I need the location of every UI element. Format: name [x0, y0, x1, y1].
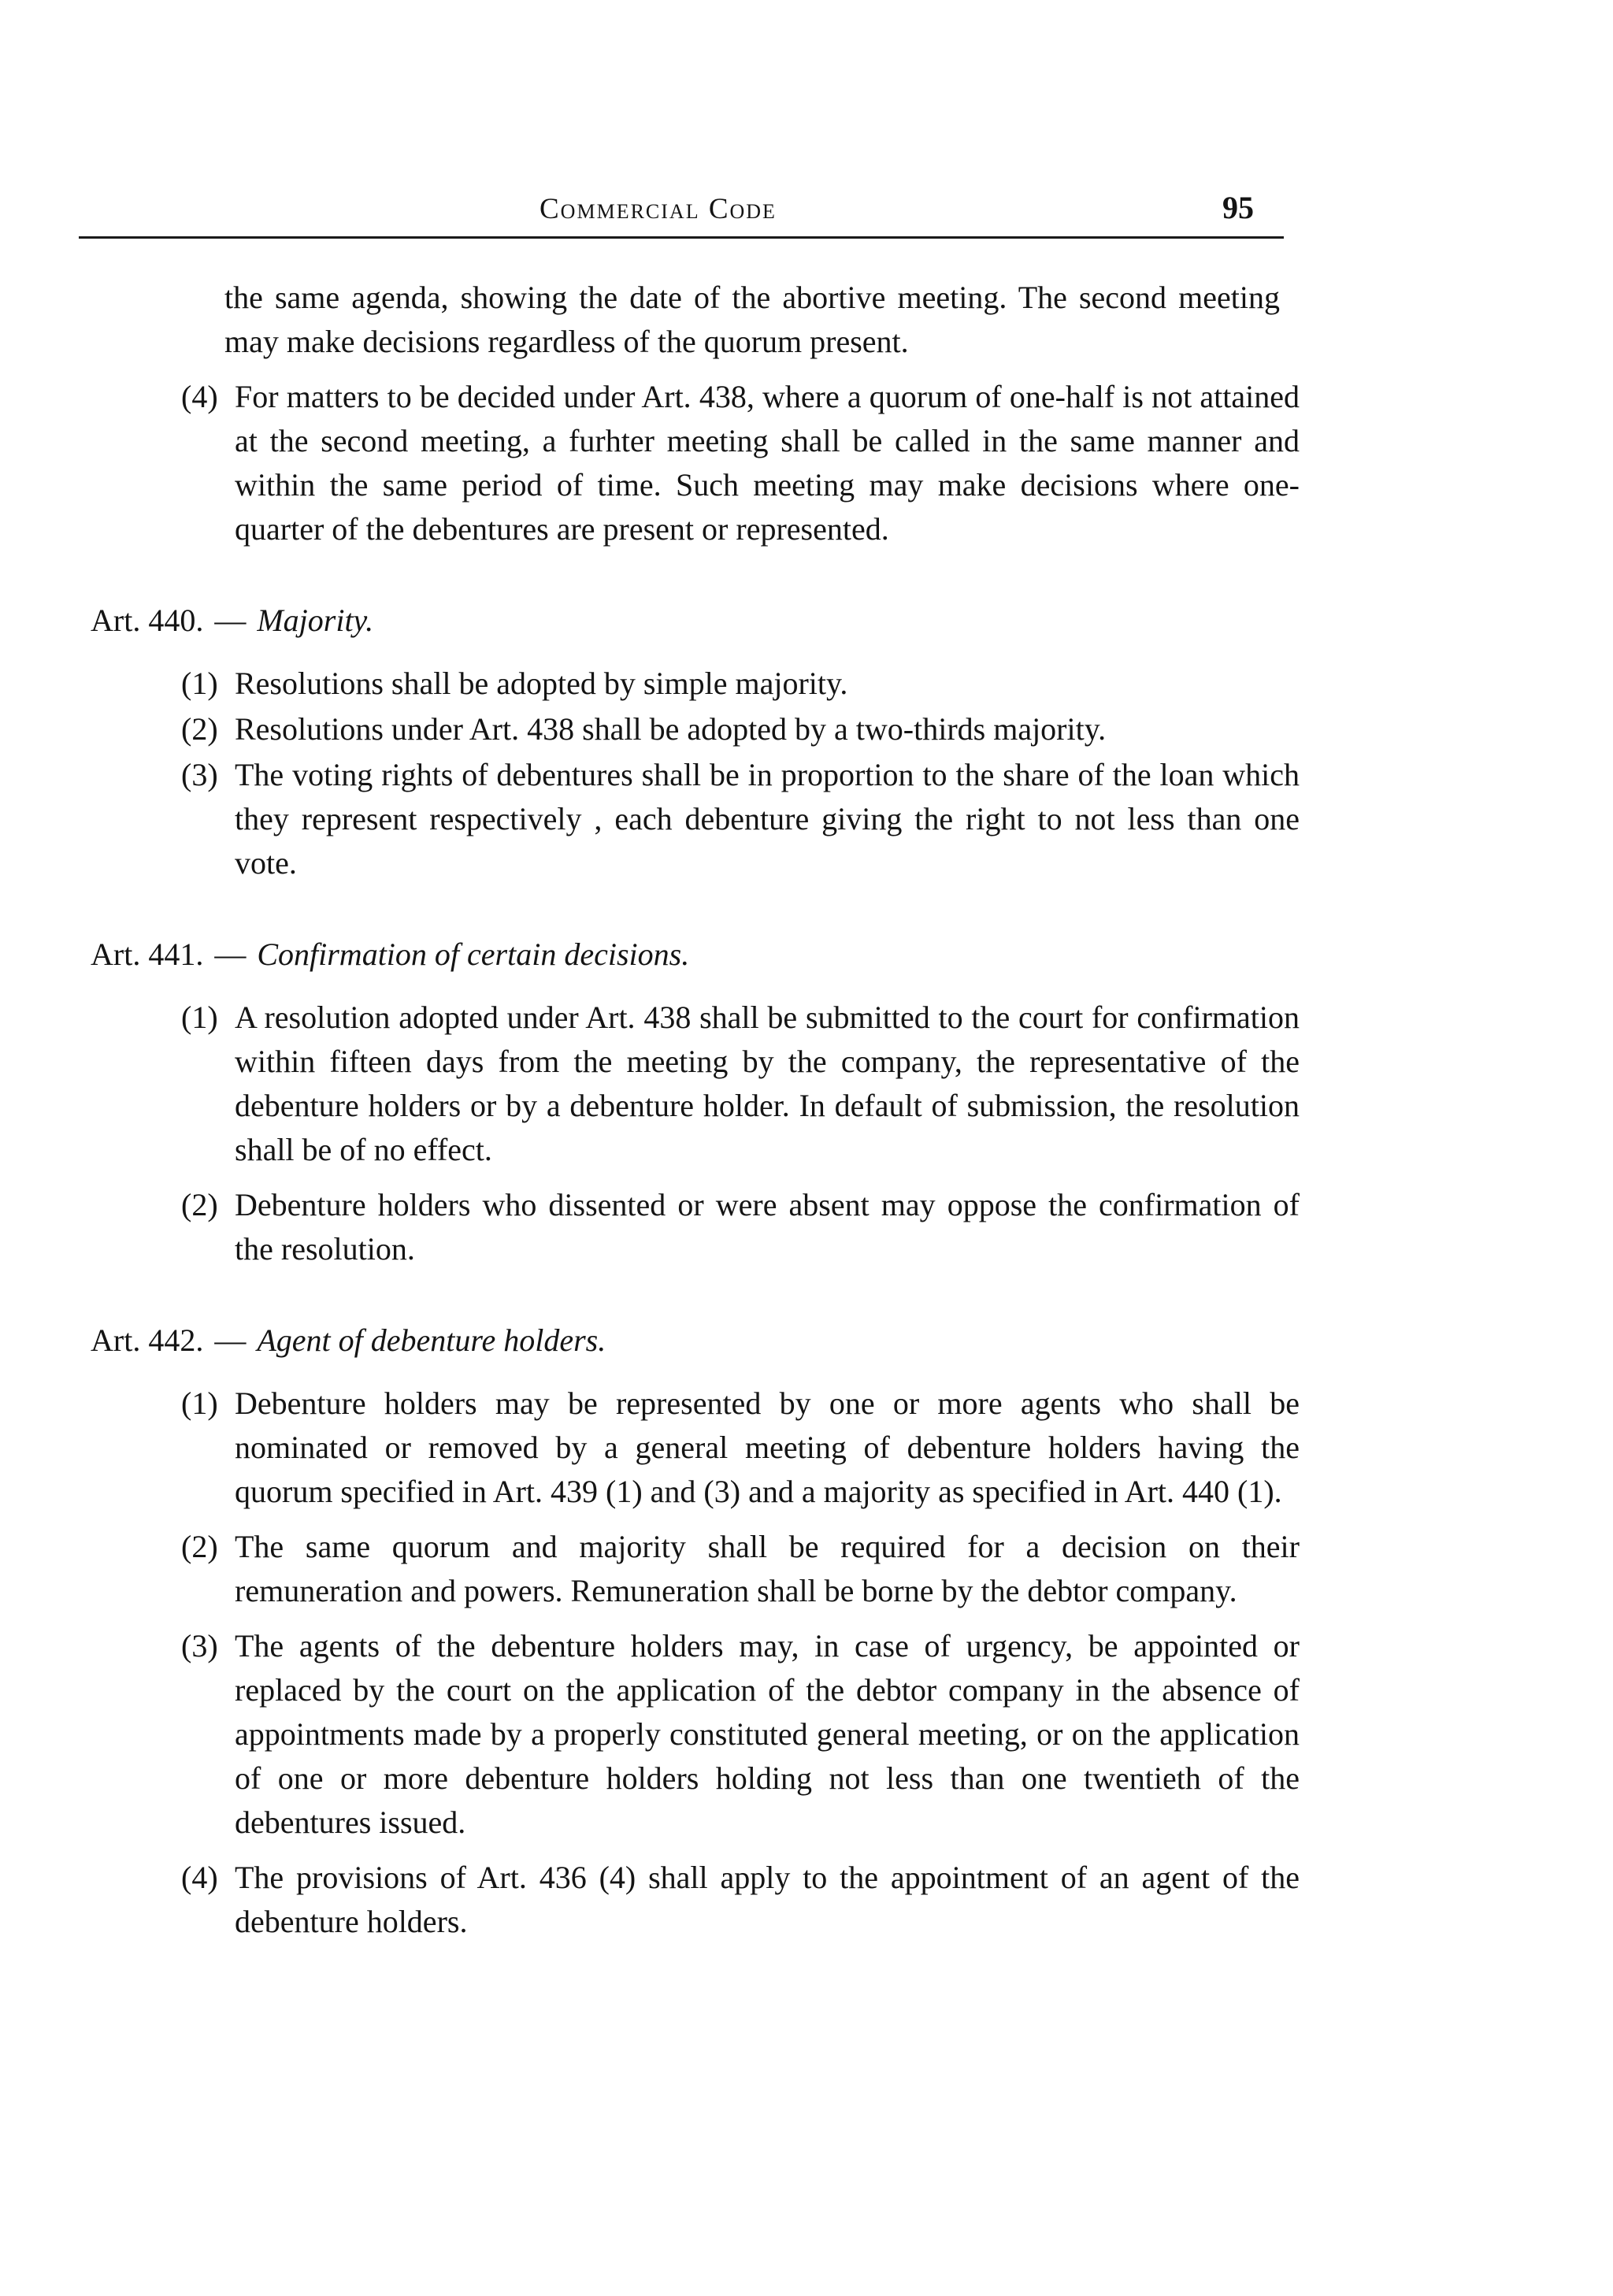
art-439-continuation: the same agenda, showing the date of the abortive meeting. The second meeting may make decisions regardless of the quorum present.: [224, 280, 1280, 359]
clause-text: A resolution adopted under Art. 438 shall be submitted to the court for confirmation within fifteen days from the meeting by the company, the representative of the debenture holders or by a debenture holder. In default of submission, the resolution shall be of no effect.: [235, 1000, 1300, 1167]
art-442-clause-4: [181, 1856, 1300, 1944]
clause-text: For matters to be decided under Art. 438, where a quorum of one-half is not attained at the second meeting, a furhter meeting shall be called in the same manner and within the same period of time. Such meeting may make decisions where one-quarter of the debentures are present or represented.: [235, 379, 1300, 547]
art-442-clause-1: [181, 1382, 1300, 1514]
art-442-clause-2: [181, 1525, 1300, 1613]
clause-number: (3): [181, 1628, 218, 1664]
article-label: Art. 442.: [91, 1322, 204, 1358]
art-440-clause-1: [181, 662, 1300, 706]
clause-number: (1): [181, 1000, 218, 1035]
art-440-heading: [91, 599, 1296, 643]
art-441-clause-1: [181, 996, 1300, 1172]
clause-text: The provisions of Art. 436 (4) shall apply to the appointment of an agent of the debenture holders.: [235, 1860, 1300, 1939]
clause-text: Resolutions shall be adopted by simple majority.: [235, 666, 848, 701]
clause-number: (3): [181, 757, 218, 792]
clause-number: (1): [181, 1385, 218, 1421]
art-442-clause-3: [181, 1624, 1300, 1845]
article-title: Majority.: [257, 603, 374, 638]
heading-dash: —: [214, 937, 247, 972]
page-content: [91, 276, 1300, 1955]
article-label: Art. 440.: [91, 603, 204, 638]
art-439-clause-4: [181, 375, 1300, 551]
clause-text: Debenture holders may be represented by one or more agents who shall be nominated or removed by a general meeting of debenture holders having the quorum specified in Art. 439 (1) and (3) and a majority as specified in Art. 440 (1).: [235, 1385, 1300, 1509]
clause-number: (2): [181, 1529, 218, 1564]
clause-number: (4): [181, 1860, 218, 1895]
art-441-heading: [91, 933, 1296, 977]
clause-number: (2): [181, 711, 218, 747]
article-label: Art. 441.: [91, 937, 204, 972]
page-header: [79, 186, 1284, 241]
art-440-clause-3: [181, 753, 1300, 885]
clause-text: The same quorum and majority shall be required for a decision on their remuneration and powers. Remuneration shall be borne by the debtor company.: [235, 1529, 1300, 1608]
art-440-clause-2: [181, 707, 1300, 751]
heading-dash: —: [214, 603, 247, 638]
article-title: Agent of debenture holders.: [257, 1322, 606, 1358]
header-rule: [79, 236, 1284, 239]
clause-number: (4): [181, 379, 218, 414]
clause-text: Debenture holders who dissented or were absent may oppose the confirmation of the resolution.: [235, 1187, 1300, 1267]
clause-number: (2): [181, 1187, 218, 1222]
clause-text: Resolutions under Art. 438 shall be adopted by a two-thirds majority.: [235, 711, 1107, 747]
clause-text: The voting rights of debentures shall be in proportion to the share of the loan which they represent respectively , each debenture giving the right to not less than one vote.: [235, 757, 1300, 881]
art-441-clause-2: [181, 1183, 1300, 1271]
art-442-heading: [91, 1319, 1296, 1363]
clause-number: (1): [181, 666, 218, 701]
page-number: 95: [1222, 190, 1254, 225]
clause-text: The agents of the debenture holders may, in case of urgency, be appointed or replaced by the court on the application of the debtor company in the absence of appointments made by a properly constituted general meeting, or on the application of one or more debenture holders holding not less than one twentieth of the debentures issued.: [235, 1628, 1300, 1840]
heading-dash: —: [214, 1322, 247, 1358]
article-title: Confirmation of certain decisions.: [257, 937, 690, 972]
running-title: Commercial Code: [540, 193, 777, 225]
